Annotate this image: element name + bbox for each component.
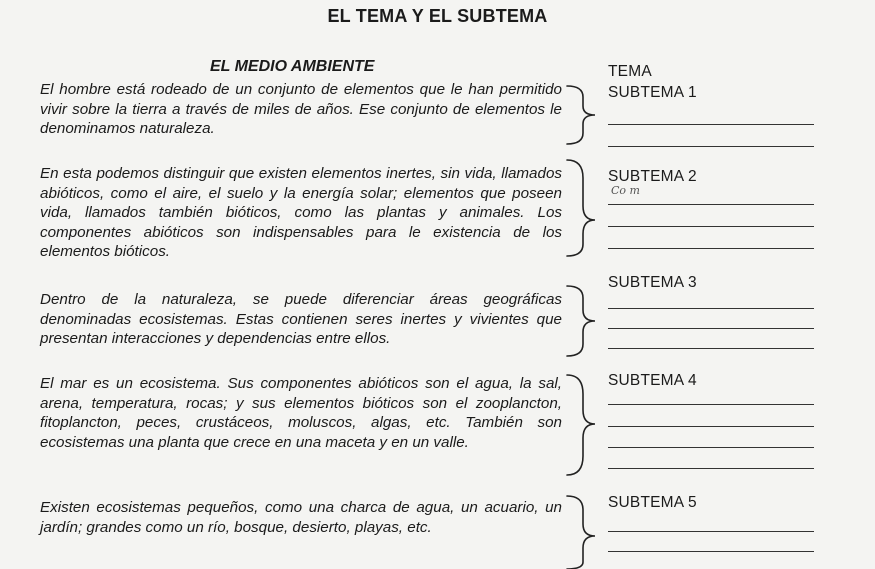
answer-line[interactable] xyxy=(608,204,814,205)
paragraph-4: El mar es un ecosistema. Sus componentes abióticos son el agua, la sal, arena, temperatura, rocas; y sus elementos bióticos son el zooplancton, fitoplancton, peces, crustáceos, moluscos, algas, etc. También son ecosistemas una planta que crece en una maceta y en un valle. xyxy=(40,375,562,451)
handwritten-note: Co m xyxy=(611,184,640,197)
answer-line[interactable] xyxy=(608,226,814,227)
subtema-label-5: SUBTEMA 5 xyxy=(608,494,697,511)
answer-line[interactable] xyxy=(608,426,814,427)
answer-line[interactable] xyxy=(608,248,814,249)
brace-1 xyxy=(567,86,595,144)
answer-line[interactable] xyxy=(608,308,814,309)
tema-label: TEMA xyxy=(608,63,652,80)
answer-line[interactable] xyxy=(608,531,814,532)
subtema-label-3: SUBTEMA 3 xyxy=(608,274,697,291)
answer-line[interactable] xyxy=(608,404,814,405)
answer-line[interactable] xyxy=(608,447,814,448)
answer-line[interactable] xyxy=(608,146,814,147)
section-heading: EL MEDIO AMBIENTE xyxy=(210,58,375,75)
page-title: EL TEMA Y EL SUBTEMA xyxy=(327,6,548,26)
answer-line[interactable] xyxy=(608,551,814,552)
paragraph-1: El hombre está rodeado de un conjunto de elementos que le han permitido vivir sobre la tierra a través de miles de años. Ese conjunto de elementos le denominamos naturaleza. xyxy=(40,81,562,137)
answer-line[interactable] xyxy=(608,348,814,349)
brace-5 xyxy=(567,496,595,569)
paragraph-2: En esta podemos distinguir que existen elementos inertes, sin vida, llamados abióticos, como el aire, el suelo y la energía solar; elementos que poseen vida, llamados también bióticos, como las plantas y animales. Los componentes abióticos son indispensables para le existencia de los elementos bióticos. xyxy=(40,165,562,260)
answer-line[interactable] xyxy=(608,468,814,469)
subtema-label-4: SUBTEMA 4 xyxy=(608,372,697,389)
subtema-label-2: SUBTEMA 2 xyxy=(608,168,697,185)
answer-line[interactable] xyxy=(608,124,814,125)
subtema-label-1: SUBTEMA 1 xyxy=(608,84,697,101)
brace-3 xyxy=(567,286,595,356)
paragraph-5: Existen ecosistemas pequeños, como una charca de agua, un acuario, un jardín; grandes como un río, bosque, desierto, playas, etc. xyxy=(40,499,562,536)
answer-line[interactable] xyxy=(608,328,814,329)
brace-2 xyxy=(567,160,595,256)
brace-4 xyxy=(567,375,595,475)
paragraph-3: Dentro de la naturaleza, se puede diferenciar áreas geográficas denominadas ecosistemas. Estas contienen seres inertes y vivientes que presentan interacciones y dependencias entre ellos. xyxy=(40,291,562,347)
